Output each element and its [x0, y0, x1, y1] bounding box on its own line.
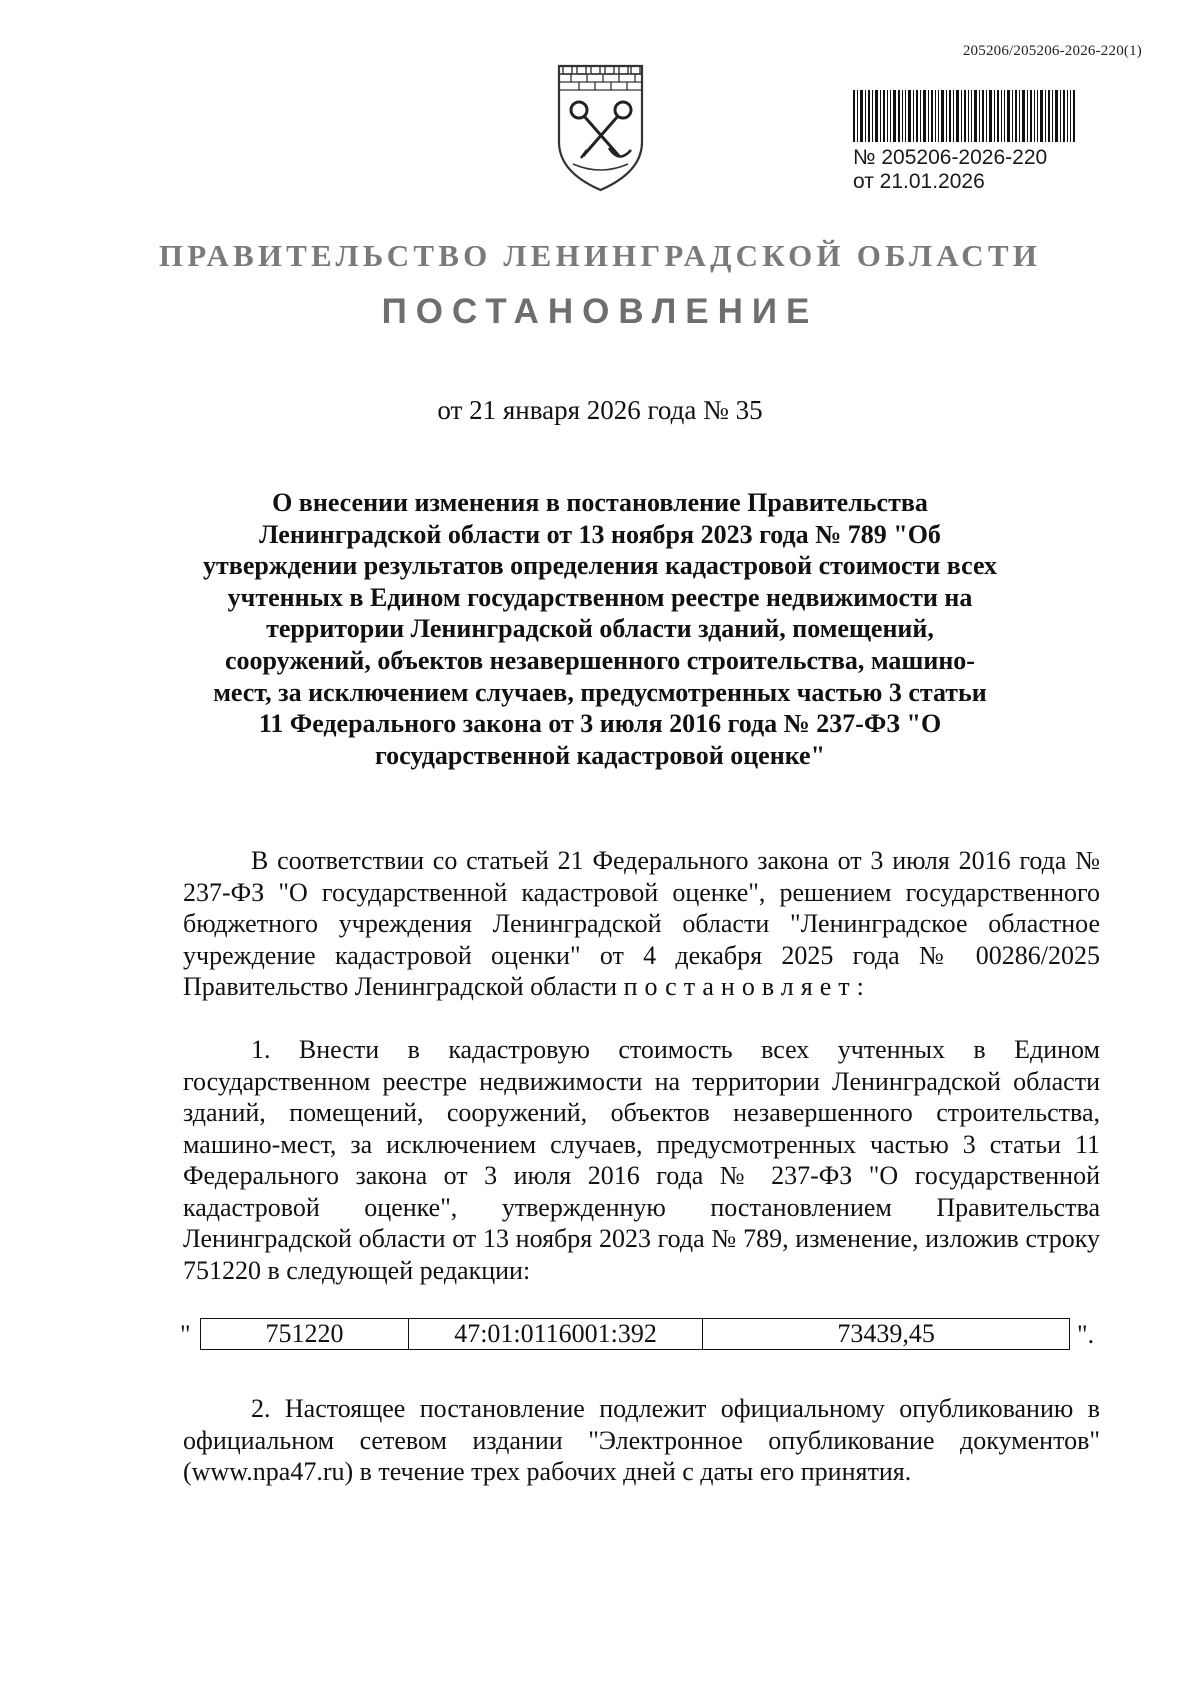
preamble-text: В соответствии со статьей 21 Федерального закона от 3 июля 2016 года № 237-ФЗ "О государственной кадастровой оценке", решением государственного бюджетного учреждения Ленинградской области "Ленинградское областное учреждение кадастровой оценки" от 4 декабря 2025 года № 00286/2025 Правительство Ленинградской области [183, 846, 1100, 1001]
amended-row [180, 1318, 1100, 1358]
table-row [201, 1319, 1070, 1350]
registration-block [853, 90, 1103, 194]
registration-number: № 205206-2026-220 [853, 146, 1048, 169]
close-quote: ". [1077, 1320, 1095, 1349]
government-title: ПРАВИТЕЛЬСТВО ЛЕНИНГРАДСКОЙ ОБЛАСТИ [158, 238, 1042, 273]
cadastral-number-cell: 47:01:0116001:392 [408, 1319, 702, 1350]
registration-date: от 21.01.2026 [853, 170, 985, 193]
preamble-paragraph [183, 845, 1100, 1003]
row-number-cell: 751220 [201, 1319, 409, 1350]
item-2-paragraph: 2. Настоящее постановление подлежит официальному опубликованию в официальном сетевом издании "Электронное опубликование документов" (www.npa47.ru) в течение трех рабочих дней с даты его принятия. [183, 1394, 1100, 1486]
resolves-word: постановляет: [623, 972, 871, 1001]
barcode-icon [853, 90, 1075, 142]
cadastral-value-cell: 73439,45 [703, 1319, 1070, 1350]
leningrad-oblast-coat-of-arms-icon [553, 60, 648, 195]
document-reference: 205206/205206-2026-220(1) [962, 43, 1142, 59]
open-quote: " [180, 1320, 191, 1349]
document-type: ПОСТАНОВЛЕНИЕ [381, 292, 819, 331]
cadastral-row-table [200, 1318, 1070, 1350]
document-date-number: от 21 января 2026 года № 35 [437, 395, 763, 425]
document-subject: О внесении изменения в постановление Правительства Ленинградской области от 13 ноября 2023 года № 789 "Об утверждении результатов определения кадастровой стоимости всех учтенных в Едином государственном реестре недвижимости на территории Ленинградской области зданий, помещений, сооружений, объектов незавершенного строительства, машино-мест, за исключением случаев, предусмотренных частью 3 статьи 11 Федерального закона от 3 июля 2016 года № 237-ФЗ "О государственной кадастровой оценке" [203, 488, 997, 770]
item-1-paragraph: 1. Внести в кадастровую стоимость всех учтенных в Едином государственном реестре недвижимости на территории Ленинградской области зданий, помещений, сооружений, объектов незавершенного строительства, машино-мест, за исключением случаев, предусмотренных частью 3 статьи 11 Федерального закона от 3 июля 2016 года № 237-ФЗ "О государственной кадастровой оценке", утвержденную постановлением Правительства Ленинградской области от 13 ноября 2023 года № 789, изменение, изложив строку 751220 в следующей редакции: [183, 1035, 1100, 1285]
